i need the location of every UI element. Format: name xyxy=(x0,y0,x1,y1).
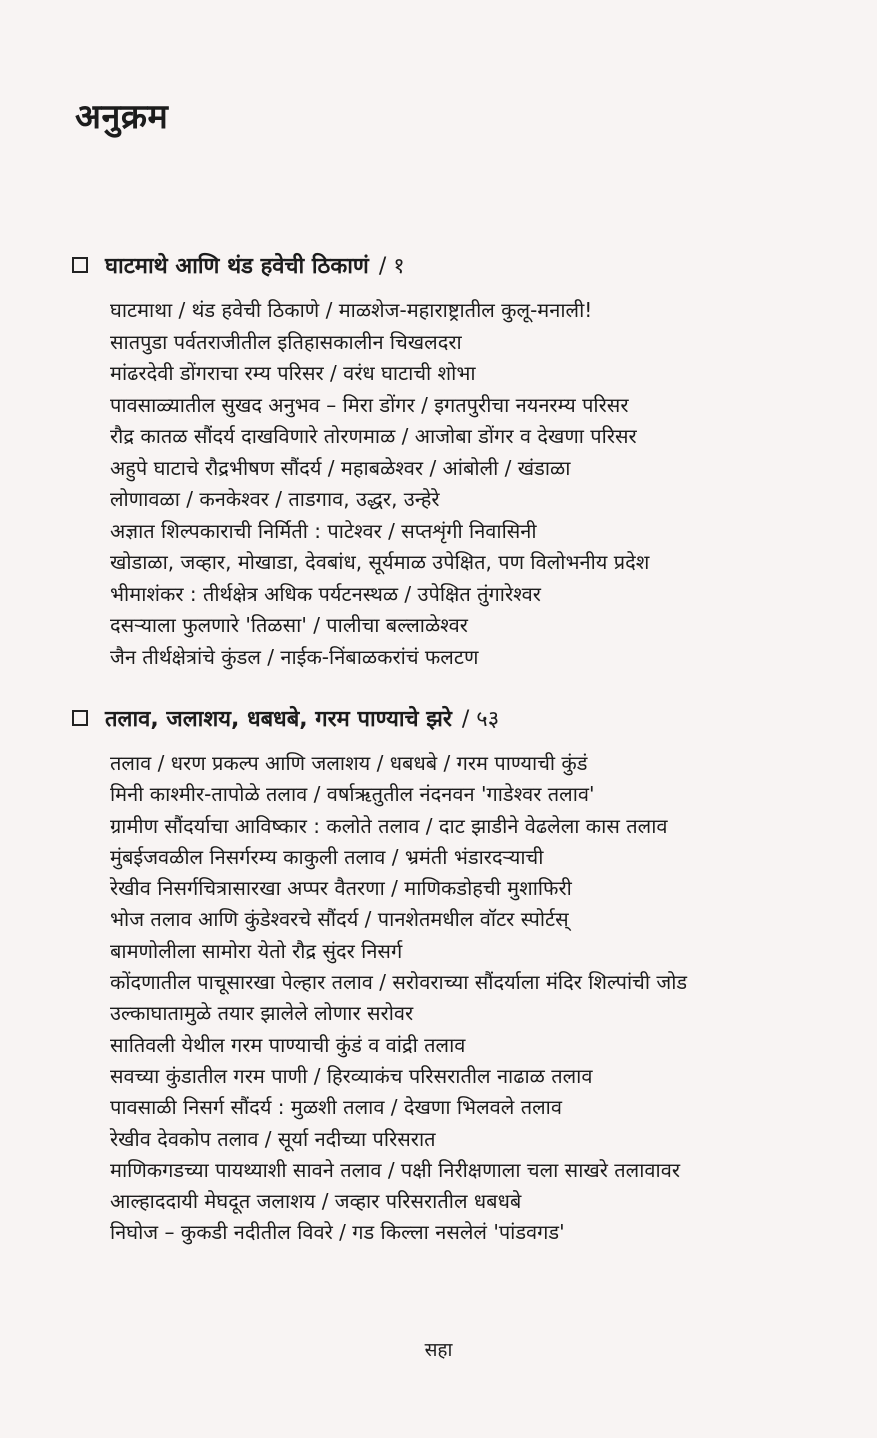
list-item: रौद्र कातळ सौंदर्य दाखविणारे तोरणमाळ / आजोबा डोंगर व देखणा परिसर xyxy=(110,424,637,448)
square-bullet-icon xyxy=(72,257,88,273)
list-item: उल्काघातामुळे तयार झालेले लोणार सरोवर xyxy=(110,1001,414,1026)
section-items xyxy=(72,748,842,1249)
list-item: सातिवली येथील गरम पाण्याची कुंडं व वांद्री तलाव xyxy=(110,1032,466,1057)
section-talav xyxy=(72,700,842,1249)
list-item: मांढरदेवी डोंगराचा रम्य परिसर / वरंध घाटाची शोभा xyxy=(110,361,476,385)
list-item: पावसाळी निसर्ग सौंदर्य : मुळशी तलाव / देखणा भिलवले तलाव xyxy=(110,1095,562,1120)
section-heading xyxy=(72,700,842,736)
section-heading-text: घाटमाथे आणि थंड हवेची ठिकाणं xyxy=(105,254,369,279)
list-item: मुंबईजवळील निसर्गरम्य काकुली तलाव / भ्रमंती भंडारदऱ्याची xyxy=(110,844,544,869)
section-page-number: / ५३ xyxy=(461,707,500,732)
page-title: अनुक्रम xyxy=(75,97,169,137)
section-heading-text: तलाव, जलाशय, धबधबे, गरम पाण्याचे झरे xyxy=(105,707,452,732)
section-ghatmathe xyxy=(72,247,842,673)
list-item: भोज तलाव आणि कुंडेश्वरचे सौंदर्य / पानशेतमधील वॉटर स्पोर्टस् xyxy=(110,907,569,932)
list-item: भीमाशंकर : तीर्थक्षेत्र अधिक पर्यटनस्थळ / उपेक्षित तुंगारेश्वर xyxy=(110,581,541,606)
list-item: अज्ञात शिल्पकाराची निर्मिती : पाटेश्वर / सप्तशृंगी निवासिनी xyxy=(110,518,537,543)
list-item: घाटमाथा / थंड हवेची ठिकाणे / माळशेज-महाराष्ट्रातील कुलू-मनाली! xyxy=(110,298,593,322)
list-item: तलाव / धरण प्रकल्प आणि जलाशय / धबधबे / गरम पाण्याची कुंडं xyxy=(110,751,588,775)
list-item: दसऱ्याला फुलणारे 'तिळसा' / पालीचा बल्लाळेश्वर xyxy=(110,613,468,637)
list-item: रेखीव निसर्गचित्रासारखा अप्पर वैतरणा / माणिकडोहची मुशाफिरी xyxy=(110,876,572,901)
square-bullet-icon xyxy=(72,710,88,726)
list-item: खोडाळा, जव्हार, मोखाडा, देवबांध, सूर्यमाळ उपेक्षित, पण विलोभनीय प्रदेश xyxy=(110,550,650,574)
list-item: सवच्या कुंडातील गरम पाणी / हिरव्याकंच परिसरातील नाढाळ तलाव xyxy=(110,1063,593,1088)
list-item: सातपुडा पर्वतराजीतील इतिहासकालीन चिखलदरा xyxy=(110,329,462,354)
list-item: जैन तीर्थक्षेत्रांचे कुंडल / नाईक-निंबाळकरांचं फलटण xyxy=(110,644,479,669)
list-item: अहुपे घाटाचे रौद्रभीषण सौंदर्य / महाबळेश्वर / आंबोली / खंडाळा xyxy=(110,455,571,480)
list-item: मिनी काश्मीर-तापोळे तलाव / वर्षाऋतुतील नंदनवन 'गाडेश्वर तलाव' xyxy=(110,782,595,807)
page-folio: सहा xyxy=(424,1339,453,1361)
list-item: बामणोलीला सामोरा येतो रौद्र सुंदर निसर्ग xyxy=(110,938,403,963)
list-item: माणिकगडच्या पायथ्याशी सावने तलाव / पक्षी निरीक्षणाला चला साखरे तलावावर xyxy=(110,1157,681,1182)
section-page-number: / १ xyxy=(378,254,405,279)
list-item: ग्रामीण सौंदर्याचा आविष्कार : कलोते तलाव / दाट झाडीने वेढलेला कास तलाव xyxy=(110,813,668,838)
list-item: आल्हाददायी मेघदूत जलाशय / जव्हार परिसरातील धबधबे xyxy=(110,1189,522,1214)
list-item: निघोज – कुकडी नदीतील विवरे / गड किल्ला नसलेलं 'पांडवगड' xyxy=(110,1220,565,1245)
section-items xyxy=(72,295,842,673)
list-item: रेखीव देवकोप तलाव / सूर्या नदीच्या परिसरात xyxy=(110,1126,436,1151)
list-item: कोंदणातील पाचूसारखा पेल्हार तलाव / सरोवराच्या सौंदर्याला मंदिर शिल्पांची जोड xyxy=(110,970,688,995)
list-item: लोणावळा / कनकेश्वर / ताडगाव, उद्धर, उन्हेरे xyxy=(110,487,440,511)
list-item: पावसाळ्यातील सुखद अनुभव – मिरा डोंगर / इगतपुरीचा नयनरम्य परिसर xyxy=(110,392,629,417)
section-heading xyxy=(72,247,842,283)
